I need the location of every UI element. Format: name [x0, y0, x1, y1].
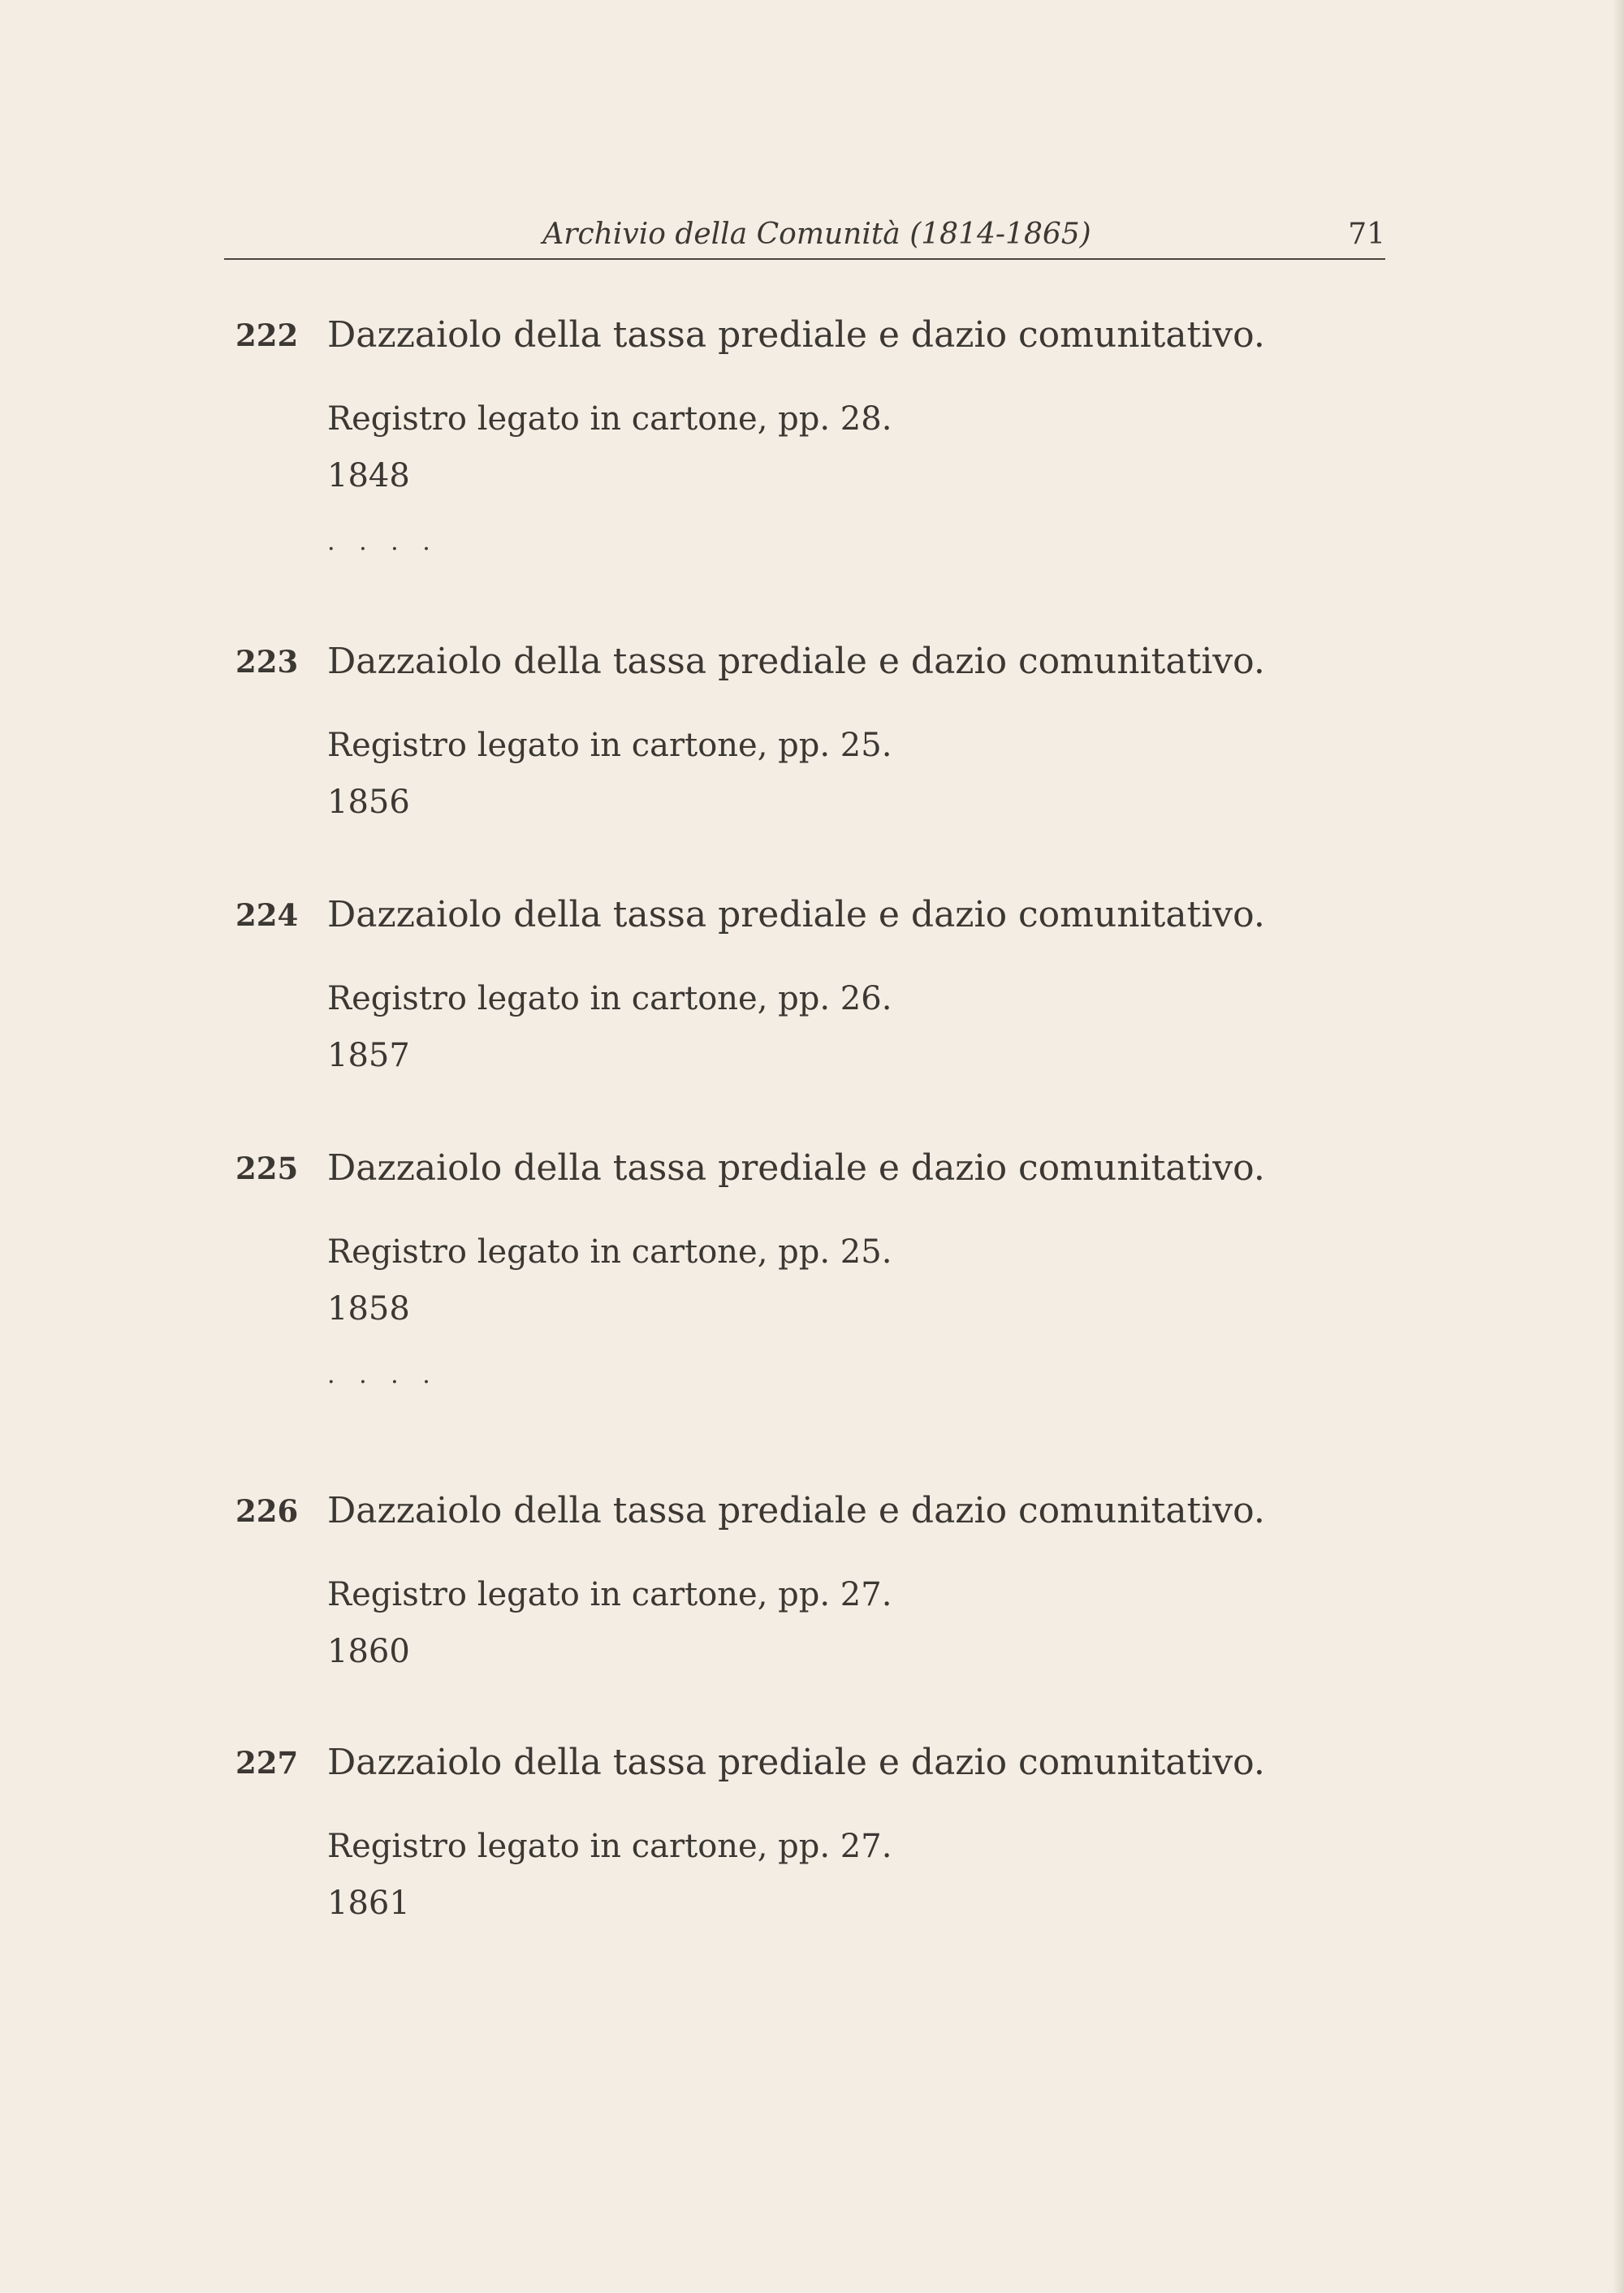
- header-rule: [224, 258, 1385, 260]
- running-title: Archivio della Comunità (1814-1865): [542, 218, 1091, 251]
- entry-number: 224: [235, 897, 299, 933]
- entry-title: Dazzaiolo della tassa prediale e dazio comunitativo.: [327, 1490, 1265, 1531]
- page-number: 71: [1348, 218, 1385, 251]
- entry-date: 1857: [327, 1037, 410, 1074]
- running-header: [224, 214, 1385, 255]
- entry-number: 227: [235, 1745, 299, 1781]
- entry-description: Registro legato in cartone, pp. 28.: [327, 400, 892, 438]
- entry-title: Dazzaiolo della tassa prediale e dazio comunitativo.: [327, 641, 1265, 682]
- entry-number: 223: [235, 644, 299, 680]
- entry-description: Registro legato in cartone, pp. 26.: [327, 980, 892, 1017]
- entry-description: Registro legato in cartone, pp. 25.: [327, 1233, 892, 1271]
- entry-number: 225: [235, 1151, 299, 1186]
- entry-date: 1861: [327, 1885, 410, 1922]
- entry-description: Registro legato in cartone, pp. 25.: [327, 727, 892, 764]
- entry-date: 1848: [327, 457, 410, 494]
- entry-title: Dazzaiolo della tassa prediale e dazio comunitativo.: [327, 1742, 1265, 1783]
- entry-title: Dazzaiolo della tassa prediale e dazio comunitativo.: [327, 314, 1265, 356]
- entry-date: 1860: [327, 1633, 410, 1670]
- entry-number: 222: [235, 317, 299, 353]
- page-edge-shadow: [1613, 0, 1624, 2293]
- entry-description: Registro legato in cartone, pp. 27.: [327, 1576, 892, 1613]
- entry-description: Registro legato in cartone, pp. 27.: [327, 1828, 892, 1865]
- entry-date: 1858: [327, 1290, 410, 1328]
- entry-number: 226: [235, 1493, 299, 1529]
- entry-ellipsis: . . . .: [327, 528, 438, 556]
- entry-ellipsis: . . . .: [327, 1361, 438, 1389]
- entry-title: Dazzaiolo della tassa prediale e dazio comunitativo.: [327, 894, 1265, 935]
- entry-date: 1856: [327, 784, 410, 821]
- entry-title: Dazzaiolo della tassa prediale e dazio comunitativo.: [327, 1147, 1265, 1189]
